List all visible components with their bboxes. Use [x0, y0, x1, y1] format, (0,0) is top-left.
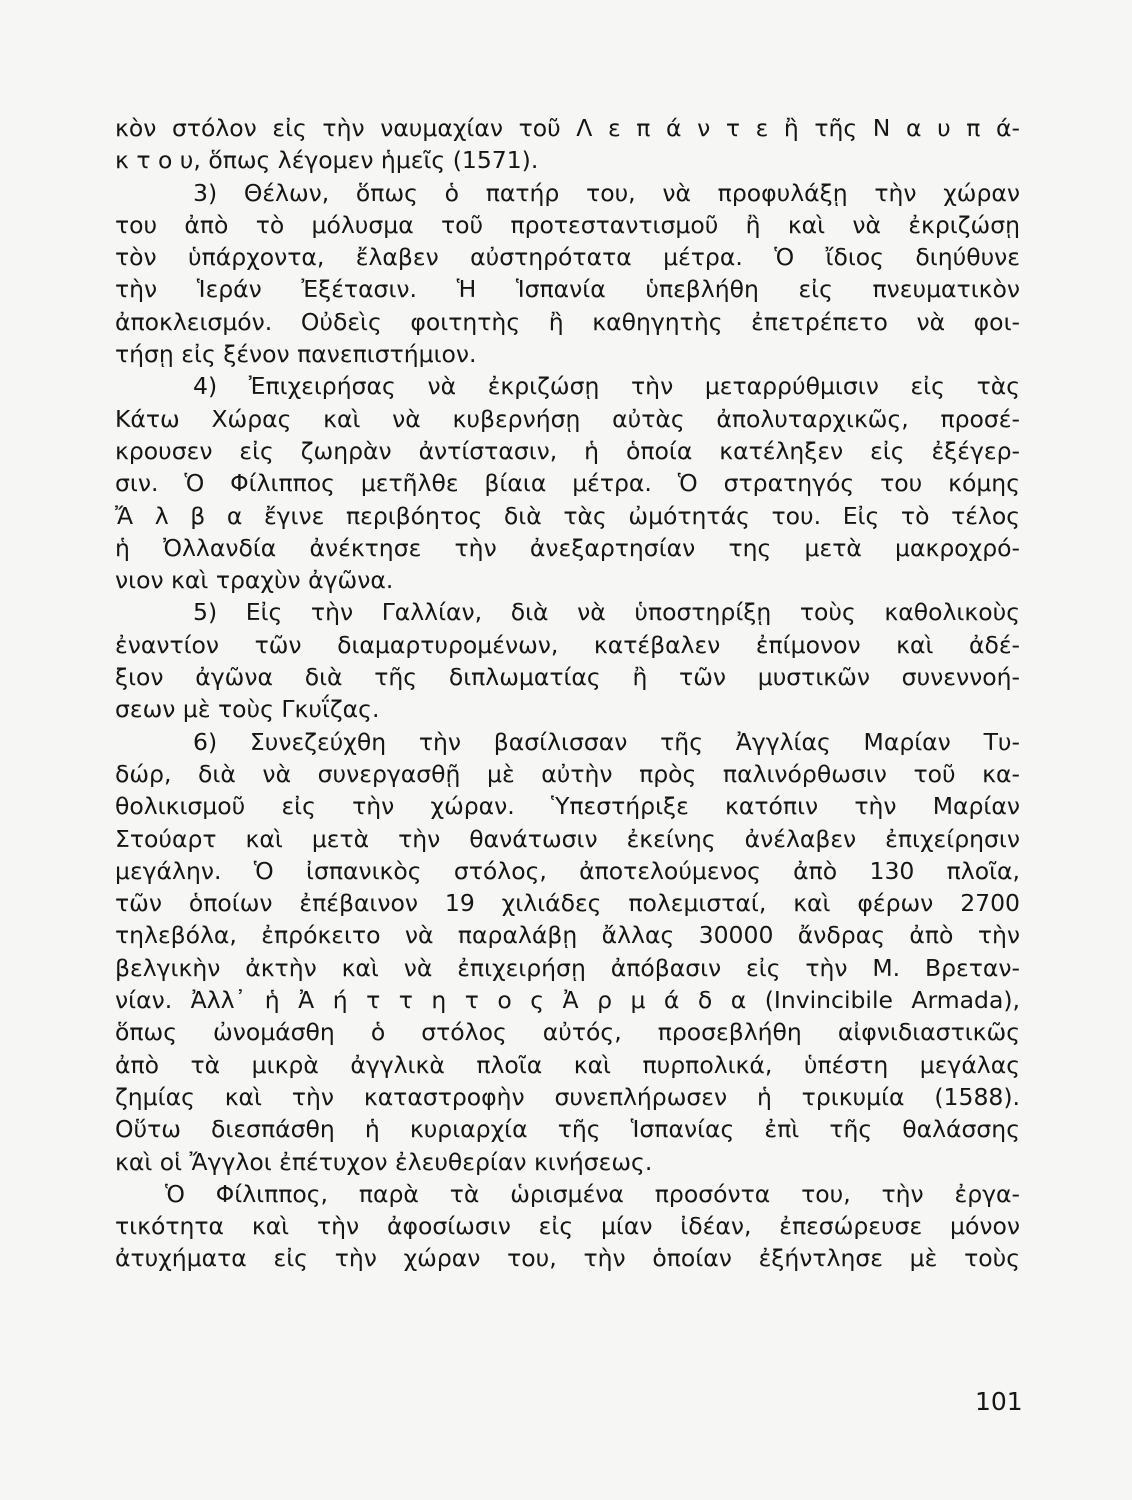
text-line: σιν. Ὁ Φίλιππος μετῆλθε βίαια μέτρα. Ὁ στρατηγός του κόμης	[115, 469, 1020, 498]
page-number: 101	[975, 1387, 1023, 1416]
text-line: Ὁ Φίλιππος, παρὰ τὰ ὡρισμένα προσόντα του, τὴν ἐργα-	[165, 1179, 1020, 1208]
text-line: Κάτω Χώρας καὶ νὰ κυβερνήσῃ αὐτὰς ἀπολυταρχικῶς, προσέ-	[115, 404, 1020, 433]
text-line: μεγάλην. Ὁ ἰσπανικὸς στόλος, ἀποτελούμενος ἀπὸ 130 πλοῖα,	[115, 856, 1020, 885]
text-line: τὴν Ἱεράν Ἐξέτασιν. Ἡ Ἱσπανία ὑπεβλήθη εἰς πνευματικὸν	[115, 275, 1020, 304]
text-line: καὶ οἱ Ἄγγλοι ἐπέτυχον ἐλευθερίαν κινήσεως.	[115, 1147, 653, 1176]
body-text	[115, 112, 1020, 1275]
text-line: τηλεβόλα, ἐπρόκειτο νὰ παραλάβῃ ἄλλας 30000 ἄνδρας ἀπὸ τὴν	[115, 921, 1020, 950]
text-line: ξιον ἀγῶνα διὰ τῆς διπλωματίας ἢ τῶν μυστικῶν συνεννοή-	[115, 663, 1020, 692]
text-line: νιον καὶ τραχὺν ἀγῶνα.	[115, 566, 394, 595]
text-line: κρουσεν εἰς ζωηρὰν ἀντίστασιν, ἡ ὁποία κατέληξεν εἰς ἐξέγερ-	[115, 436, 1020, 465]
text-line: δώρ, διὰ νὰ συνεργασθῇ μὲ αὐτὴν πρὸς παλινόρθωσιν τοῦ κα-	[115, 759, 1020, 788]
text-line: 4) Ἐπιχειρήσας νὰ ἐκριζώσῃ τὴν μεταρρύθμισιν εἰς τὰς	[193, 372, 1020, 401]
text-line: κ τ ο υ, ὅπως λέγομεν ἡμεῖς (1571).	[115, 146, 539, 175]
text-line: ἐναντίον τῶν διαμαρτυρομένων, κατέβαλεν ἐπίμονον καὶ ἀδέ-	[115, 630, 1020, 659]
text-line: 5) Εἰς τὴν Γαλλίαν, διὰ νὰ ὑποστηρίξῃ τοὺς καθολικοὺς	[193, 598, 1020, 627]
text-line: του ἀπὸ τὸ μόλυσμα τοῦ προτεσταντισμοῦ ἢ καὶ νὰ ἐκριζώσῃ	[115, 210, 1020, 239]
text-line: ἡ Ὀλλανδία ἀνέκτησε τὴν ἀνεξαρτησίαν της μετὰ μακροχρό-	[115, 533, 1020, 562]
text-line: Στούαρτ καὶ μετὰ τὴν θανάτωσιν ἐκείνης ἀνέλαβεν ἐπιχείρησιν	[115, 824, 1020, 853]
text-line: ἀπὸ τὰ μικρὰ ἀγγλικὰ πλοῖα καὶ πυρπολικά, ὑπέστη μεγάλας	[115, 1050, 1020, 1079]
text-line: θολικισμοῦ εἰς τὴν χώραν. Ὑπεστήριξε κατόπιν τὴν Μαρίαν	[115, 792, 1020, 821]
text-line: ἀτυχήματα εἰς τὴν χώραν του, τὴν ὁποίαν ἐξήντλησε μὲ τοὺς	[115, 1244, 1020, 1273]
text-line: κὸν στόλον εἰς τὴν ναυμαχίαν τοῦ Λ ε π ά ν τ ε ἢ τῆς Ν α υ π ά-	[115, 114, 1020, 142]
text-line: 6) Συνεζεύχθη τὴν βασίλισσαν τῆς Ἀγγλίας Μαρίαν Τυ-	[193, 727, 1020, 756]
text-line: 3) Θέλων, ὅπως ὁ πατήρ του, νὰ προφυλάξῃ τὴν χώραν	[193, 178, 1020, 207]
text-line: ζημίας καὶ τὴν καταστροφὴν συνεπλήρωσεν ἡ τρικυμία (1588).	[115, 1082, 1020, 1111]
text-line: τικότητα καὶ τὴν ἀφοσίωσιν εἰς μίαν ἰδέαν, ἐπεσώρευσε μόνον	[115, 1212, 1020, 1241]
text-line: τὸν ὑπάρχοντα, ἔλαβεν αὐστηρότατα μέτρα. Ὁ ἴδιος διηύθυνε	[115, 243, 1020, 272]
text-line: ὅπως ὠνομάσθη ὁ στόλος αὐτός, προσεβλήθη αἰφνιδιαστικῶς	[115, 1018, 1020, 1047]
text-line: ἀποκλεισμόν. Οὐδεὶς φοιτητὴς ἢ καθηγητὴς ἐπετρέπετο νὰ φοι-	[115, 307, 1020, 336]
text-line: σεων μὲ τοὺς Γκυΐζας.	[115, 695, 380, 724]
text-line: τῶν ὁποίων ἐπέβαινον 19 χιλιάδες πολεμισταί, καὶ φέρων 2700	[115, 889, 1020, 918]
text-line: τήσῃ εἰς ξένον πανεπιστήμιον.	[115, 340, 477, 369]
text-line: νίαν. Ἀλλ᾽ ἡ Ἀ ή τ τ η τ ο ς Ἀ ρ μ ά δ α (Invincibile Armada),	[115, 986, 1020, 1015]
text-line: Ἄ λ β α ἔγινε περιβόητος διὰ τὰς ὠμότητάς του. Εἰς τὸ τέλος	[115, 501, 1020, 530]
text-line: Οὕτω διεσπάσθη ἡ κυριαρχία τῆς Ἱσπανίας ἐπὶ τῆς θαλάσσης	[115, 1115, 1020, 1144]
text-line: βελγικὴν ἀκτὴν καὶ νὰ ἐπιχειρήσῃ ἀπόβασιν εἰς τὴν Μ. Βρεταν-	[115, 953, 1020, 982]
